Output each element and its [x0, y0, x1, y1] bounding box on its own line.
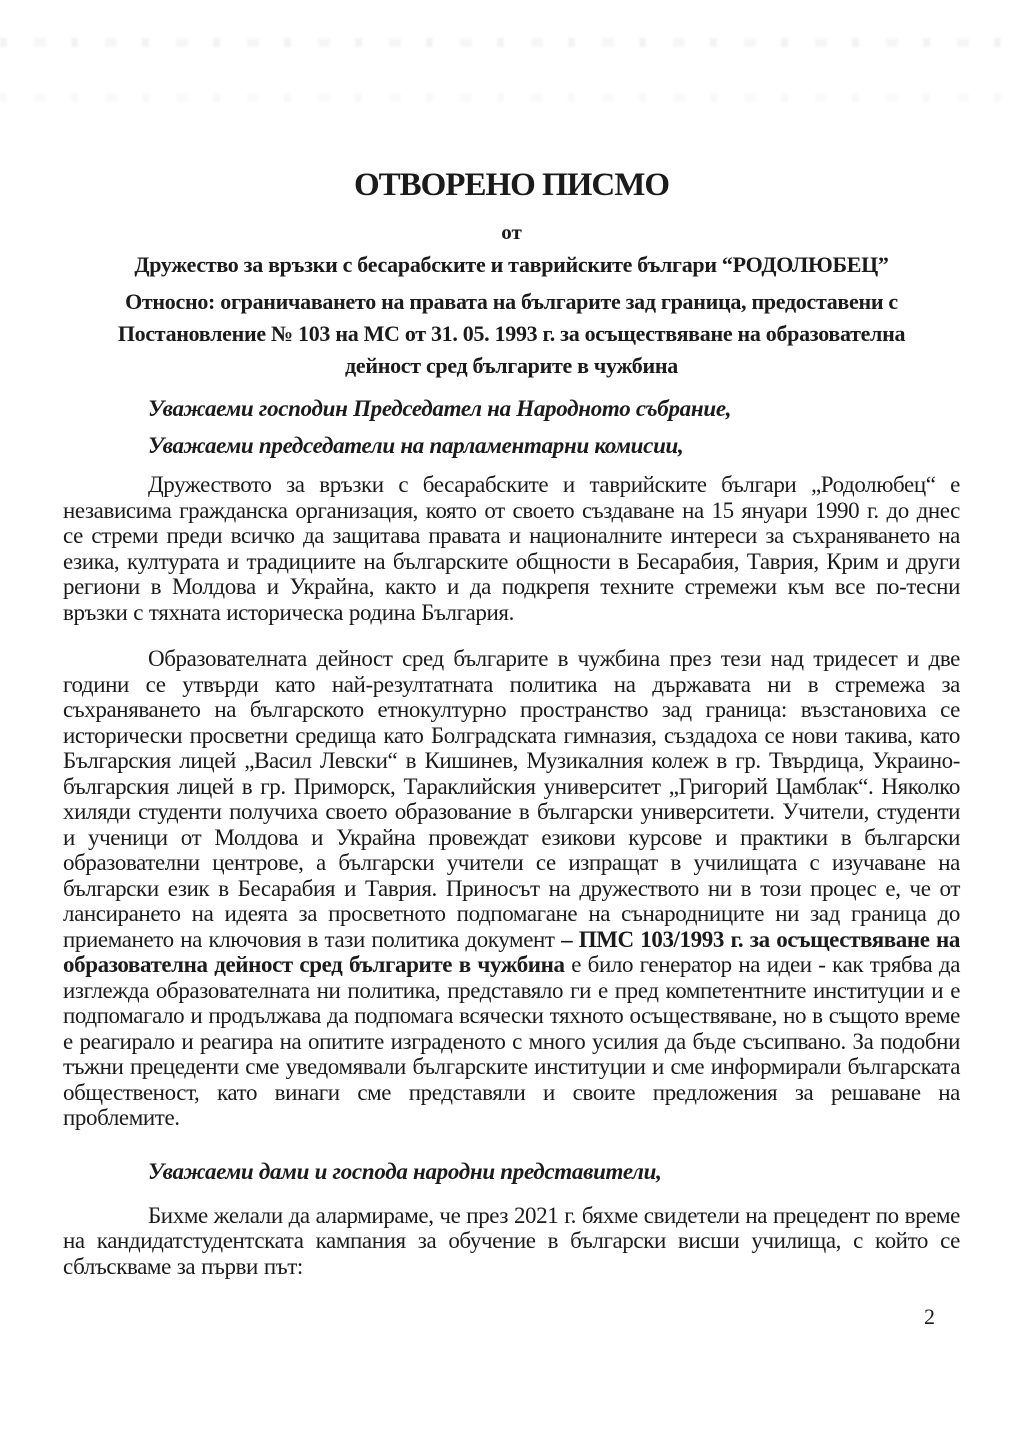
- salutation-committees: Уважаеми председатели на парламентарни комисии,: [148, 433, 684, 458]
- from-label: от: [501, 220, 522, 244]
- paragraph-education-rest: е било генератор на идеи - как трябва да изглежда образователната ни политика, представяло ги е пред компетентните институции и е подпомагало и продължава да подпомага всячески тяхното осъществяване, но в същото време е реагирало и реагира на опитите изграденото с много усилия да бъде съсипвано. За подобни тъжни прецеденти сме уведомявали българските институции и сме информирали българската общественост, като винаги сме представяли и своите предложения за решаване на проблемите.: [63, 952, 960, 1130]
- pms-decree-bold-run: – ПМС 103/1993 г. за осъществяване на образователна дейност сред българите в чужбина: [63, 926, 960, 977]
- letter-content: [63, 0, 960, 1331]
- subject-line: Постановление № 103 на МС от 31. 05. 1993 г. за осъществяване на образователна: [117, 321, 906, 346]
- paragraph-education-lead: Образователната дейност сред българите в чужбина през тези над тридесет и две години се утвърди като най-резултатната политика на държавата ни в стремежа за съхраняването на българското етнокултурно пространство зад граница: възстановиха се исторически просветни средища като Болградската гимназия, създадоха се нови такива, като Българския лицей „Васил Левски“ в Кишинев, Музикалния колеж в гр. Твърдица, Украино-българския лицей в гр. Приморск, Тараклийския университет „Григорий Цамблак“. Няколко хиляди студенти получиха своето образование в български университети. Учители, студенти и ученици от Молдова и Украйна провеждат езикови курсове и практики в български образователни центрове, а български учители се изпращат в училищата с изучаване на български език в Бесарабия и Таврия. Приносът на дружеството ни в този процес е, че от лансирането на идеята за просветното подпомагане на сънародниците ни зад граница до приемането на ключовия в тази политика документ: [63, 646, 960, 952]
- subject-block: [63, 286, 960, 382]
- page-number: 2: [924, 1304, 935, 1329]
- letter-title: ОТВОРЕНО ПИСМО: [353, 167, 670, 203]
- paragraph-education: [63, 646, 960, 1131]
- salutation-chairman: Уважаеми господин Председател на Народното събрание,: [148, 396, 732, 421]
- subject-line: Относно: ограничаването на правата на българите зад граница, предоставени с: [125, 289, 898, 314]
- subject-line: дейност сред българите в чужбина: [345, 353, 678, 378]
- paragraph-alert: Бихме желали да алармираме, че през 2021 г. бяхме свидетели на прецедент по време на кандидатстудентската кампания за обучение в български висши училища, с който се сблъскваме за първи път:: [63, 1202, 960, 1279]
- paragraph-intro: Дружеството за връзки с бесарабските и таврийските българи „Родолюбец“ е независима гражданска организация, която от своето създаване на 15 януари 1990 г. до днес се стреми преди всичко да защитава правата и националните интереси за съхраняването на езика, културата и традициите на българските общности в Бесарабия, Таврия, Крим и други региони в Молдова и Украйна, както и да подкрепя техните стремежи към все по-тесни връзки с тяхната историческа родина България.: [63, 472, 960, 625]
- organization-name: Дружество за връзки с бесарабските и таврийските българи “РОДОЛЮБЕЦ”: [134, 252, 889, 277]
- salutation-deputies: Уважаеми дами и господа народни представители,: [148, 1158, 662, 1184]
